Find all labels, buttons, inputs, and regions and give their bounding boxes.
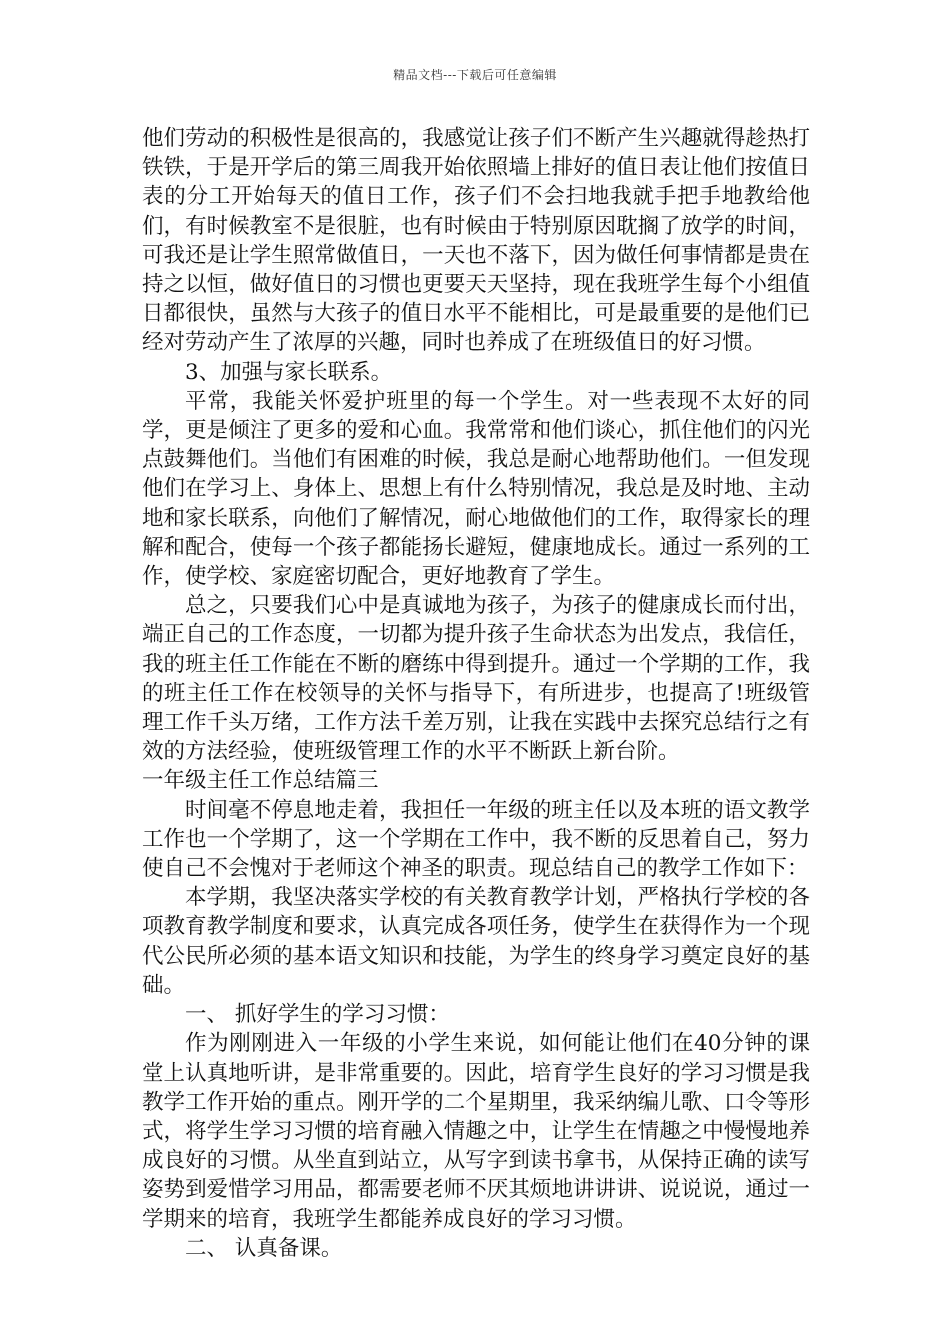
paragraph-duty-habits: 他们劳动的积极性是很高的，我感觉让孩子们不断产生兴趣就得趁热打铁铁，于是开学后的第三周我开始依照墙上排好的值日表让他们按值日表的分工开始每天的值日工作，孩子们不会扫地我就手把手地教给他们，有时候教室不是很脏，也有时候由于特别原因耽搁了放学的时间，可我还是让学生照常做值日，一天也不落下，因为做任何事情都是贵在持之以恒，做好值日的习惯也更要天天坚持，现在我班学生每个小组值日都很快，虽然与大孩子的值日水平不能相比，可是最重要的是他们已经对劳动产生了浓厚的兴趣，同时也养成了在班级值日的好习惯。 [142,126,810,356]
paragraph-semester-plan: 本学期，我坚决落实学校的有关教育教学计划，严格执行学校的各项教育教学制度和要求，认真完成各项任务，使学生在获得作为一个现代公民所必须的基本语文知识和技能，为学生的终身学习奠定良好的基础。 [142,885,810,998]
paragraph-summary: 总之，只要我们心中是真诚地为孩子，为孩子的健康成长而付出，端正自己的工作态度，一切都为提升孩子生命状态为出发点，我信任，我的班主任工作能在不断的磨练中得到提升。通过一个学期的工作，我的班主任工作在校领导的关怀与指导下，有所进步，也提高了!班级管理工作千头万绪，工作方法千差万别，让我在实践中去探究总结行之有效的方法经验，使班级管理工作的水平不断跃上新台阶。 [142,593,810,765]
page-header: 精品文档---下载后可任意编辑 [393,68,557,82]
paragraph-study-habits: 作为刚刚进入一年级的小学生来说，如何能让他们在40分钟的课堂上认真地听讲，是非常重要的。因此，培育学生良好的学习习惯是我教学工作开始的重点。刚开学的二个星期里，我采纳编儿歌、口令等形式，将学生学习习惯的培育融入情趣之中，让学生在情趣之中慢慢地养成良好的习惯。从坐直到站立，从写字到读书拿书，从保持正确的读写姿势到爱惜学习用品，都需要老师不厌其烦地讲讲讲、说说说，通过一学期来的培育，我班学生都能养成良好的学习习惯。 [142,1031,810,1232]
section-heading-study-habits: 一、 抓好学生的学习习惯： [185,1002,450,1028]
paragraph-care-students: 平常，我能关怀爱护班里的每一个学生。对一些表现不太好的同学，更是倾注了更多的爱和心血。我常常和他们谈心，抓住他们的闪光点鼓舞他们。当他们有困难的时候，我总是耐心地帮助他们。一但发现他们在学习上、身体上、思想上有什么特别情况，我总是及时地、主动地和家长联系，向他们了解情况，耐心地做他们的工作，取得家长的理解和配合，使每一个孩子都能扬长避短，健康地成长。通过一系列的工作，使学校、家庭密切配合，更好地教育了学生。 [142,388,810,590]
section-heading-lesson-prep: 二、 认真备课。 [185,1235,343,1261]
document-body [142,124,810,1263]
section-heading-parent-contact: 3、加强与家长联系。 [185,359,393,385]
article-title-part-three: 一年级主任工作总结篇三 [142,768,379,794]
paragraph-introduction: 时间毫不停息地走着，我担任一年级的班主任以及本班的语文教学工作也一个学期了，这一个学期在工作中，我不断的反思着自己，努力使自己不会愧对于老师这个神圣的职责。现总结自己的教学工作如下： [142,797,810,882]
